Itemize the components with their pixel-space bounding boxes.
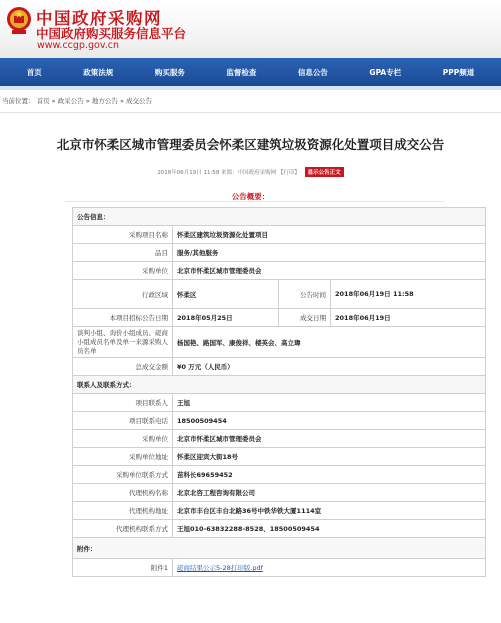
attachment-cell <box>173 559 486 577</box>
buyer-address-label: 采购单位地址 <box>73 448 173 466</box>
buyer2-value: 北京市怀柔区城市管理委员会 <box>173 430 486 448</box>
table-row <box>73 280 486 309</box>
show-content-button[interactable]: 显示公告正文 <box>305 167 344 177</box>
region-value: 怀柔区 <box>173 280 279 309</box>
table-row <box>73 376 486 394</box>
section-contact-heading: 联系人及联系方式： <box>73 376 486 394</box>
table-row <box>73 502 486 520</box>
page-title: 北京市怀柔区城市管理委员会怀柔区建筑垃圾资源化处置项目成交公告 <box>56 137 445 152</box>
article-meta-text: 2018年06月19日 11:58 来源：中国政府采购网 【打印】 <box>157 170 300 176</box>
nav-item-home[interactable]: 首页 <box>26 67 42 77</box>
table-row <box>73 394 486 412</box>
panel-label: 谈判小组、询价小组成员、磋商小组成员名单及单一来源采购人员名单 <box>73 327 173 358</box>
table-row <box>73 208 486 226</box>
amount-label: 总成交金额 <box>73 358 173 376</box>
buyer2-label: 采购单位 <box>73 430 173 448</box>
project-name-label: 采购项目名称 <box>73 226 173 244</box>
breadcrumb-gov-announcements[interactable]: 政采公告 <box>57 97 84 105</box>
attachment-link[interactable]: 磋商结果公示5-28打印版.pdf <box>177 564 263 572</box>
panel-value: 杨国艳、路国军、康俊祥、楼英会、高立瑋 <box>173 327 486 358</box>
attach-label: 附件1 <box>73 559 173 577</box>
table-row <box>73 309 486 327</box>
table-row <box>73 538 486 559</box>
buyer-address-value: 怀柔区迎宾大街18号 <box>173 448 486 466</box>
table-row <box>73 466 486 484</box>
agency-contact-label: 代理机构联系方式 <box>73 520 173 538</box>
divider <box>0 112 501 113</box>
amount-value: ¥0 万元（人民币） <box>173 358 486 376</box>
region-label: 行政区域 <box>73 280 173 309</box>
site-subname: 中国政府购买服务信息平台 <box>36 26 187 41</box>
tender-date-label: 本项目招标公告日期 <box>73 309 173 327</box>
agency-contact-value: 王旭010-63832288-8528、18500509454 <box>173 520 486 538</box>
nav-item-policy[interactable]: 政策法规 <box>83 67 114 77</box>
table-row <box>73 448 486 466</box>
pub-time-label: 公告时间 <box>279 280 331 309</box>
breadcrumb-separator: » <box>85 97 90 105</box>
nav-item-services[interactable]: 购买服务 <box>154 67 185 77</box>
buyer-value: 北京市怀柔区城市管理委员会 <box>173 262 486 280</box>
buyer-contact-value: 苗科长69659452 <box>173 466 486 484</box>
tender-date-value: 2018年05月25日 <box>173 309 279 327</box>
table-row <box>73 520 486 538</box>
breadcrumb-home[interactable]: 首页 <box>36 97 50 105</box>
breadcrumb-local-announcements[interactable]: 地方公告 <box>91 97 118 105</box>
category-label: 品目 <box>73 244 173 262</box>
agency-name-value: 北京北咨工程咨询有限公司 <box>173 484 486 502</box>
contact-value: 王旭 <box>173 394 486 412</box>
table-row <box>73 358 486 376</box>
table-row <box>73 244 486 262</box>
section-info-heading: 公告信息： <box>73 208 486 226</box>
contact-label: 项目联系人 <box>73 394 173 412</box>
table-row <box>73 559 486 577</box>
article-meta <box>0 167 501 177</box>
pub-time-value: 2018年06月19日 11:58 <box>331 280 486 309</box>
table-row <box>73 412 486 430</box>
agency-name-label: 代理机构名称 <box>73 484 173 502</box>
nav-item-supervision[interactable]: 监督检查 <box>226 67 257 77</box>
agency-address-value: 北京市丰台区丰台北路36号中铁华铁大厦1114室 <box>173 502 486 520</box>
breadcrumb-deal-announcements[interactable]: 成交公告 <box>126 97 152 105</box>
deal-date-value: 2018年06月19日 <box>331 309 486 327</box>
breadcrumb-prefix: 当前位置： <box>2 97 35 105</box>
site-name: 中国政府采购网 <box>36 9 162 28</box>
national-emblem-icon <box>6 6 32 36</box>
table-row <box>73 430 486 448</box>
table-row <box>73 484 486 502</box>
site-banner <box>0 0 501 58</box>
category-value: 服务/其他服务 <box>173 244 486 262</box>
project-name-value: 怀柔区建筑垃圾资源化处置项目 <box>173 226 486 244</box>
buyer-label: 采购单位 <box>73 262 173 280</box>
main-nav <box>0 58 501 86</box>
breadcrumb-separator: » <box>51 97 56 105</box>
buyer-contact-label: 采购单位联系方式 <box>73 466 173 484</box>
table-row <box>73 327 486 358</box>
nav-item-announcements[interactable]: 信息公告 <box>297 67 328 77</box>
agency-address-label: 代理机构地址 <box>73 502 173 520</box>
nav-shadow <box>0 86 501 90</box>
nav-item-gpa[interactable]: GPA专栏 <box>369 67 402 77</box>
summary-title: 公告概要： <box>231 192 270 201</box>
contact-phone-label: 项目联系电话 <box>73 412 173 430</box>
section-attach-heading: 附件： <box>73 538 486 559</box>
deal-date-label: 成交日期 <box>279 309 331 327</box>
contact-phone-value: 18500509454 <box>173 412 486 430</box>
summary-divider <box>65 201 445 202</box>
table-row <box>73 262 486 280</box>
table-row <box>73 226 486 244</box>
nav-item-ppp[interactable]: PPP频道 <box>442 67 475 77</box>
site-url: www.ccgp.gov.cn <box>37 40 119 51</box>
announcement-table <box>72 207 486 577</box>
breadcrumb-separator: » <box>119 97 124 105</box>
breadcrumb <box>2 96 152 105</box>
